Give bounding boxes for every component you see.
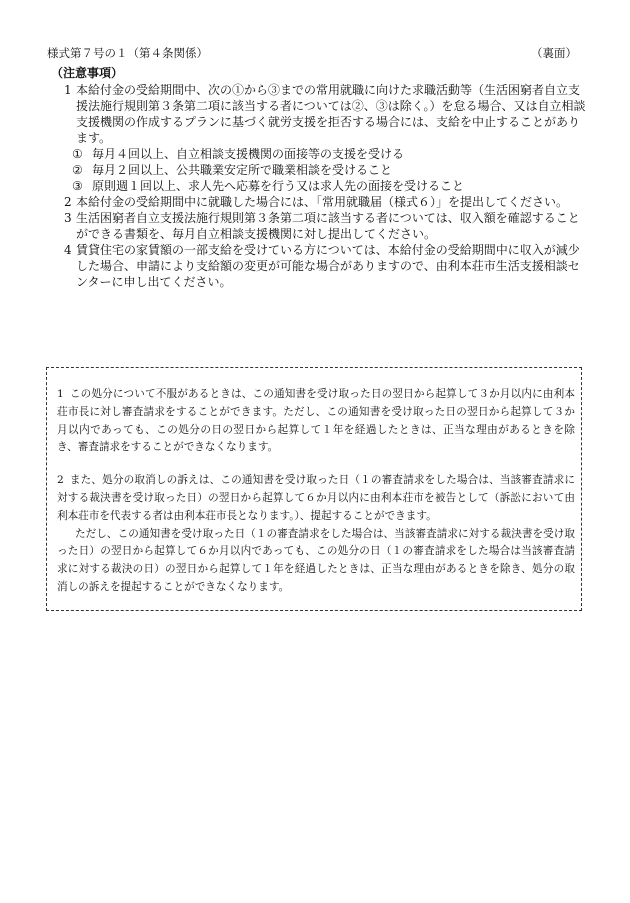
subitem-mark: ②: [72, 163, 83, 177]
subitem-text: 毎月２回以上、公共職業安定所で職業相談を受けること: [92, 163, 393, 177]
notes-heading: （注意事項）: [51, 66, 124, 80]
note-number: 2: [64, 195, 72, 209]
appeal-number: 2: [57, 474, 64, 487]
note-text: 本給付金の受給期間中、次の①から③までの常用就職に向けた求職活動等（生活困窮者自立支援法施行規則第３条第二項に該当する者については②、③は除く。）を怠る場合、又は自立相談支援機関の作成するプランに基づく就労支援を拒否する場合には、支給を中止することがあります。: [76, 83, 586, 145]
note-text: 賃貸住宅の家賃額の一部支給を受けている方については、本給付金の受給期間中に収入が減少した場合、申請により支給額の変更が可能な場合がありますので、由利本荘市生活支援相談センターに申し出てください。: [76, 243, 580, 289]
note-text: 生活困窮者自立支援法施行規則第３条第二項に該当する者については、収入額を確認することができる書類を、毎月自立相談支援機関に対し提出してください。: [76, 211, 580, 241]
note-item: [58, 194, 586, 210]
form-number: 様式第７号の１（第４条関係）: [47, 46, 208, 60]
note-item: [58, 82, 586, 146]
appeal-notice-box: [46, 367, 582, 611]
appeal-paragraph-3: ただし、この通知書を受け取った日（１の審査請求をした場合は、当該審査請求に対する裁決書を受け取った日）の翌日から起算して６か月以内であっても、この処分の日（１の審査請求をした場合は当該審査請求に対する裁決の日）の翌日から起算して１年を経過したときは、正当な理由があるときを除き、処分の取消しの訴えを提起することができなくなります。: [57, 527, 575, 593]
appeal-text: また、処分の取消しの訴えは、この通知書を受け取った日（１の審査請求をした場合は、当該審査請求に対する裁決書を受け取った日）の翌日から起算して６か月以内に由利本荘市を被告として（訴訟において由利本荘市を代表する者は由利本荘市長となります。）、提起することができます。: [57, 474, 575, 522]
notes-list: [58, 82, 586, 290]
note-text: 本給付金の受給期間中に就職した場合には、「常用就職届（様式６）」を提出してください。: [76, 195, 569, 209]
subitem-mark: ①: [72, 147, 83, 161]
note-number: 1: [64, 83, 72, 97]
note-subitem: [58, 178, 586, 194]
appeal-paragraph-1: [57, 386, 575, 457]
note-number: 4: [64, 243, 72, 257]
side-label: （裏面）: [531, 46, 577, 60]
note-item: [58, 242, 586, 290]
note-subitem: [58, 146, 586, 162]
subitem-mark: ③: [72, 179, 83, 193]
subitem-text: 原則週１回以上、求人先へ応募を行う又は求人先の面接を受けること: [92, 179, 465, 193]
appeal-paragraph-2: [57, 472, 575, 525]
subitem-text: 毎月４回以上、自立相談支援機関の面接等の支援を受ける: [92, 147, 405, 161]
appeal-text: この処分について不服があるときは、この通知書を受け取った日の翌日から起算して３か月以内に由利本荘市長に対し審査請求をすることができます。ただし、この通知書を受け取った日の翌日から起算して３か月以内であっても、この処分の日の翌日から起算して１年を経過したときは、正当な理由があるときを除き、審査請求をすることができなくなります。: [57, 388, 575, 454]
appeal-number: 1: [57, 388, 64, 400]
note-number: 3: [64, 211, 72, 225]
note-subitem: [58, 162, 586, 178]
note-item: [58, 210, 586, 242]
appeal-notice-text: [57, 386, 575, 612]
